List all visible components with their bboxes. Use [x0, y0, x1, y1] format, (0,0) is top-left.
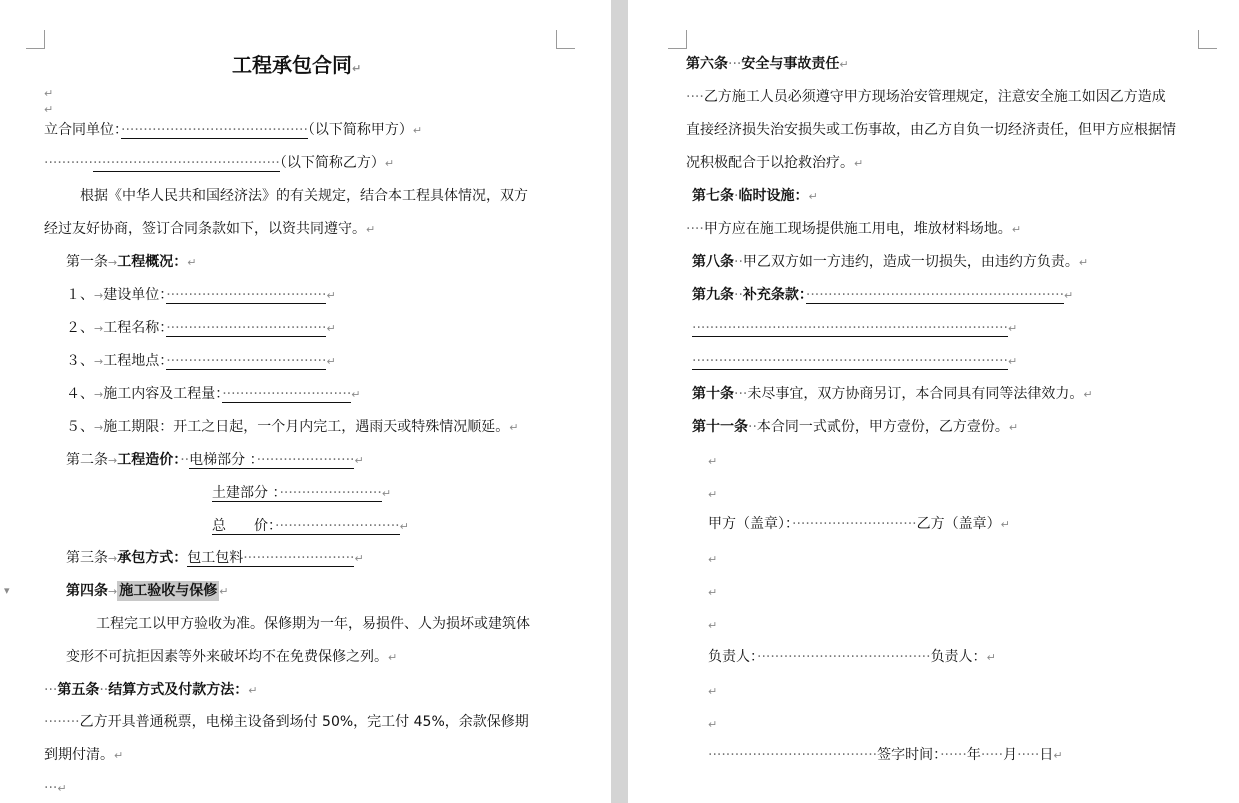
article-title: 安全与事故责任 — [741, 56, 840, 72]
article-4-heading — [66, 581, 228, 602]
paragraph-mark: ↵ — [1053, 749, 1063, 762]
page-corner-mark — [668, 30, 687, 49]
month-blank[interactable]: ····· — [980, 747, 1004, 763]
construction-unit-blank[interactable]: ···································· — [166, 287, 327, 303]
month-label: 月 — [1003, 747, 1018, 763]
document-page-right[interactable] — [628, 0, 1239, 803]
item-label: 施工期限：开工之日起，一个月内完工，遇雨天或特殊情况顺延。 — [103, 419, 510, 435]
civil-cost-label: 土建部分 ： — [212, 485, 280, 501]
party-a-seal-label: 甲方（盖章）： — [708, 516, 792, 532]
indent-dots: · — [734, 188, 739, 204]
indent-dots: ··· — [734, 386, 748, 402]
party-a-seal-blank[interactable]: ···························· — [792, 516, 917, 532]
article-6-line-3-text: 况积极配合于以抢救治疗。 — [686, 155, 854, 171]
paragraph-mark: ↵ — [1083, 388, 1093, 401]
paragraph-mark: ↵ — [57, 782, 67, 795]
paragraph-mark: ↵ — [326, 322, 336, 335]
supplementary-line-3 — [692, 351, 1017, 372]
article-6-line-1-text: 乙方施工人员必须遵守甲方现场治安管理规定，注意安全施工如因乙方造成 — [703, 89, 1166, 105]
party-seal-line — [708, 514, 1010, 535]
tab-arrow-icon: → — [94, 289, 104, 302]
article-9-heading — [692, 285, 1073, 306]
article-label: 第四条 — [66, 583, 108, 599]
selected-article-title[interactable]: 施工验收与保修 — [119, 583, 218, 599]
party-a-line — [44, 120, 422, 141]
tab-arrow-icon: → — [108, 256, 118, 269]
day-blank[interactable]: ····· — [1017, 747, 1040, 763]
item-2 — [66, 318, 336, 339]
party-b-note: （以下简称乙方） — [279, 155, 385, 171]
tab-arrow-icon: → — [108, 454, 118, 467]
indent-dots: ··· — [44, 780, 58, 796]
article-10 — [692, 384, 1093, 405]
civil-cost-line — [212, 483, 391, 504]
paragraph-mark: ↵ — [839, 58, 849, 71]
party-a-responsible-label: 负责人： — [708, 649, 757, 665]
article-title: 承包方式： — [117, 550, 188, 566]
indent-dots: ·· — [734, 254, 743, 270]
item-number: ２、 — [66, 320, 94, 336]
fill-dots: ······················ — [256, 452, 355, 468]
paragraph-mark: ↵ — [351, 388, 361, 401]
article-label: 第七条 — [692, 188, 734, 204]
article-6-line-2: 直接经济损失治安损失或工伤事故，由乙方自负一切经济责任，但甲方应根据情 — [686, 122, 1176, 138]
party-b-responsible-label: 负责人： — [930, 649, 987, 665]
paragraph-mark: ↵ — [352, 62, 362, 75]
fill-dots: ······················· — [279, 485, 382, 501]
article-3-heading — [66, 548, 364, 569]
article-label: 第一条 — [66, 254, 108, 270]
responsible-line — [708, 647, 996, 668]
signature-blank[interactable]: ······································ — [708, 747, 878, 763]
fill-dots: ···························· — [275, 518, 400, 534]
work-scope-blank[interactable]: ····························· — [222, 386, 352, 402]
paragraph-mark: ↵ — [44, 103, 54, 116]
year-blank[interactable]: ······ — [940, 747, 967, 763]
paragraph-mark: ↵ — [708, 619, 718, 632]
page-gap — [611, 0, 628, 803]
collapse-arrow-icon[interactable]: ▾ — [4, 584, 10, 597]
total-cost-line — [212, 516, 409, 537]
paragraph-mark: ↵ — [384, 157, 395, 170]
paragraph-mark: ↵ — [1007, 355, 1018, 368]
article-4-line-2 — [66, 647, 397, 668]
article-1-heading — [66, 252, 196, 273]
supplementary-blank-1[interactable]: ·························································· — [805, 287, 1065, 303]
paragraph-mark: ↵ — [708, 553, 718, 566]
item-label: 工程地点： — [103, 353, 167, 369]
article-title: 工程造价： — [117, 452, 181, 468]
page-corner-mark — [26, 30, 45, 49]
document-title — [232, 52, 361, 82]
elevator-cost-field[interactable] — [189, 452, 354, 469]
article-title: 临时设施： — [738, 188, 809, 204]
article-2-heading — [66, 450, 364, 471]
party-a-blank[interactable]: ·········································· — [121, 122, 308, 138]
item-number: ５、 — [66, 419, 94, 435]
article-10-text: 未尽事宜，双方协商另订，本合同具有同等法律效力。 — [747, 386, 1084, 402]
item-5 — [66, 417, 518, 438]
indent-dots: ··········· — [44, 155, 93, 171]
contract-mode-field[interactable] — [187, 550, 354, 567]
item-1 — [66, 285, 336, 306]
article-title: 补充条款： — [742, 287, 806, 303]
intro-line-2-text: 经过友好协商，签订合同条款如下，以资共同遵守。 — [44, 221, 366, 237]
supplementary-blank-3[interactable]: ······································································· — [692, 353, 1008, 369]
article-6-line-1 — [686, 87, 1166, 107]
indent-dots: ··· — [44, 682, 58, 698]
indent-dots: ···· — [686, 89, 704, 105]
paragraph-mark: ↵ — [1011, 223, 1022, 236]
intro-line-1: 根据《中华人民共和国经济法》的有关规定，结合本工程具体情况，双方 — [80, 188, 528, 204]
article-6-heading — [686, 54, 849, 75]
paragraph-mark: ↵ — [388, 651, 398, 664]
party-label: 立合同单位： — [44, 122, 121, 138]
tab-arrow-icon: → — [94, 355, 104, 368]
paragraph-mark: ↵ — [354, 454, 364, 467]
tab-arrow-icon: → — [108, 552, 118, 565]
intro-line-2 — [44, 219, 375, 240]
paragraph-mark: ↵ — [1007, 322, 1018, 335]
paragraph-mark: ↵ — [986, 651, 996, 664]
paragraph-mark: ↵ — [708, 488, 718, 501]
item-number: ４、 — [66, 386, 94, 402]
item-3 — [66, 351, 336, 372]
indent-dots: ·· — [748, 419, 757, 435]
article-label: 第八条 — [692, 254, 734, 270]
item-number: ３、 — [66, 353, 94, 369]
project-name-blank[interactable]: ···································· — [166, 320, 327, 336]
elevator-cost-label: 电梯部分 ： — [189, 452, 257, 468]
party-a-note: （以下简称甲方） — [307, 122, 413, 138]
article-5-heading — [44, 680, 257, 701]
paragraph-mark: ↵ — [326, 289, 336, 302]
paragraph-mark: ↵ — [412, 124, 423, 137]
paragraph-mark: ↵ — [1000, 518, 1010, 531]
article-11-text: 本合同一式贰份，甲方壹份，乙方壹份。 — [756, 419, 1009, 435]
tab-arrow-icon: → — [108, 585, 118, 598]
article-11 — [692, 417, 1018, 438]
party-b-blank[interactable]: ·········································· — [92, 155, 280, 171]
tab-arrow-icon: → — [94, 388, 104, 401]
supplementary-blank-2[interactable]: ······································································· — [692, 320, 1008, 336]
article-label: 第九条 — [692, 287, 734, 303]
article-5-line-1 — [44, 712, 529, 732]
paragraph-mark: ↵ — [354, 552, 364, 565]
tab-arrow-icon: → — [94, 322, 104, 335]
supplementary-line-2 — [692, 318, 1017, 339]
item-label: 建设单位： — [103, 287, 167, 303]
item-label: 施工内容及工程量： — [103, 386, 223, 402]
page-corner-mark — [556, 30, 575, 49]
paragraph-mark: ↵ — [187, 256, 197, 269]
article-5-line-2 — [44, 745, 123, 766]
indent-dots: ·· — [99, 682, 109, 698]
indent-dots: ···· — [686, 221, 704, 237]
indent-dots: ·· — [180, 452, 190, 468]
article-label: 第十条 — [692, 386, 734, 402]
total-cost-label: 总 价： — [212, 518, 275, 534]
tab-arrow-icon: → — [94, 421, 104, 434]
paragraph-mark: ↵ — [44, 87, 54, 100]
total-cost-field[interactable] — [212, 518, 400, 535]
article-label: 第三条 — [66, 550, 108, 566]
article-title: 结算方式及付款方法： — [108, 682, 249, 698]
paragraph-mark: ↵ — [381, 487, 392, 500]
indent-dots: ··· — [728, 56, 742, 72]
year-label: 年 — [966, 747, 981, 763]
item-number: １、 — [66, 287, 94, 303]
article-4-line-2-text: 变形不可抗拒因素等外来破坏均不在免费保修之列。 — [66, 649, 388, 665]
paragraph-mark: ↵ — [854, 157, 864, 170]
day-label: 日 — [1039, 747, 1054, 763]
project-location-blank[interactable]: ···································· — [166, 353, 327, 369]
paragraph-mark: ↵ — [1008, 421, 1019, 434]
indent-dots: ·· — [734, 287, 743, 303]
paragraph-mark: ↵ — [399, 520, 409, 533]
party-b-seal-label: 乙方（盖章） — [916, 516, 1001, 532]
article-label: 第十一条 — [692, 419, 748, 435]
party-a-responsible-blank[interactable]: ······································· — [757, 649, 931, 665]
empty-line — [44, 778, 67, 799]
paragraph-mark: ↵ — [366, 223, 376, 236]
fill-dots: ························· — [243, 550, 355, 566]
paragraph-mark: ↵ — [1078, 256, 1089, 269]
article-5-line-1-text: 乙方开具普通税票，电梯主设备到场付 50%，完工付 45%，余款保修期 — [79, 714, 529, 730]
article-7-text — [686, 219, 1021, 240]
paragraph-mark: ↵ — [1064, 289, 1074, 302]
document-page-left[interactable] — [0, 0, 611, 803]
article-7-text-content: 甲方应在施工现场提供施工用电，堆放材料场地。 — [703, 221, 1012, 237]
paragraph-mark: ↵ — [114, 749, 124, 762]
indent-dots: ········ — [44, 714, 80, 730]
item-4 — [66, 384, 361, 405]
title-text: 工程承包合同 — [232, 53, 352, 77]
sign-time-line — [708, 745, 1063, 766]
article-4-line-1: 工程完工以甲方验收为准。保修期为一年，易损件、人为损坏或建筑体 — [96, 616, 530, 632]
article-5-line-2-text: 到期付清。 — [44, 747, 114, 763]
page-corner-mark — [1198, 30, 1217, 49]
article-title: 工程概况： — [117, 254, 188, 270]
paragraph-mark: ↵ — [219, 585, 229, 598]
paragraph-mark: ↵ — [708, 718, 718, 731]
paragraph-mark: ↵ — [808, 190, 818, 203]
article-8 — [692, 252, 1088, 273]
sign-time-label: 签字时间： — [877, 747, 941, 763]
item-label: 工程名称： — [103, 320, 167, 336]
paragraph-mark: ↵ — [708, 586, 718, 599]
article-6-line-3 — [686, 153, 863, 174]
article-label: 第二条 — [66, 452, 108, 468]
contract-mode-value: 包工包料 — [187, 550, 244, 566]
article-label: 第六条 — [686, 56, 728, 72]
paragraph-mark: ↵ — [248, 684, 258, 697]
article-7-heading — [692, 186, 818, 207]
paragraph-mark: ↵ — [708, 455, 718, 468]
paragraph-mark: ↵ — [509, 421, 519, 434]
paragraph-mark: ↵ — [708, 685, 718, 698]
paragraph-mark: ↵ — [326, 355, 336, 368]
civil-cost-field[interactable] — [212, 485, 382, 502]
party-b-line — [44, 153, 394, 174]
article-label: 第五条 — [57, 682, 100, 698]
article-8-text: 甲乙双方如一方违约，造成一切损失，由违约方负责。 — [742, 254, 1079, 270]
